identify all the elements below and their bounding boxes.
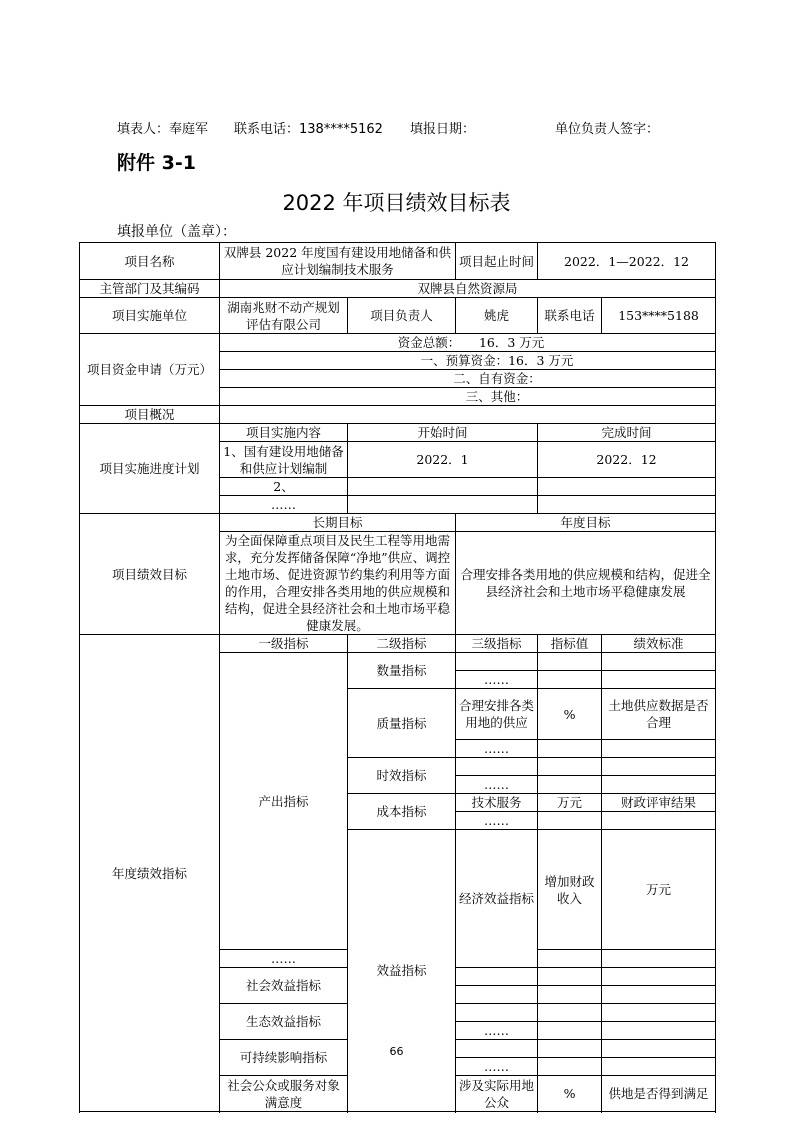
schedule-row2-start: [348, 478, 538, 496]
filler-phone: 联系电话：138****5162: [234, 122, 383, 137]
contact-phone-label: 联系电话: [538, 298, 602, 334]
table-cell: [602, 1058, 716, 1076]
ellipsis-cell: ……: [456, 740, 538, 758]
table-cell: [456, 758, 538, 776]
satisfaction-level3: 涉及实际用地公众: [456, 1076, 538, 1112]
ellipsis-cell: ……: [456, 1058, 538, 1076]
table-cell: [456, 1004, 538, 1022]
table-cell: [538, 950, 602, 968]
filling-unit-label: 填报单位（盖章）：: [117, 224, 236, 240]
filler-name: 填表人：奉庭军: [117, 122, 209, 137]
dept-label: 主管部门及其编码: [80, 280, 220, 298]
output-indicator-label: 产出指标: [220, 653, 348, 950]
page-title: 2022 年项目绩效目标表: [282, 191, 511, 215]
satisfaction-value: %: [538, 1076, 602, 1112]
annual-indicator-label: 年度绩效指标: [80, 635, 220, 1112]
table-cell: [602, 986, 716, 1004]
overview-value: [220, 406, 716, 424]
table-cell: [538, 740, 602, 758]
schedule-row3-content: ……: [220, 496, 348, 514]
long-term-label: 长期目标: [220, 514, 456, 532]
table-cell: [538, 1022, 602, 1040]
table-cell: [538, 812, 602, 830]
quality-value: %: [538, 689, 602, 740]
table-cell: [538, 653, 602, 671]
satisfaction-indicator-label: 社会公众或服务对象满意度: [220, 1076, 348, 1112]
econ-value: 万元: [602, 830, 716, 950]
cost-standard: 财政评审结果: [602, 794, 716, 812]
project-period-value: 2022．1—2022．12: [538, 243, 716, 280]
fund-own: 二、自有资金：: [220, 370, 716, 388]
dept-value: 双牌县自然资源局: [220, 280, 716, 298]
table-cell: [602, 776, 716, 794]
ellipsis-cell: ……: [220, 950, 348, 968]
table-cell: [456, 986, 538, 1004]
long-term-text: 为全面保障重点项目及民生工程等用地需求，充分发挥储备保障“净地”供应、调控土地市场、促进资源节约集约利用等方面的作用，合理安排各类用地的供应规模和结构，促进全县经济社会和土地市场平稳健康发展。: [220, 532, 456, 635]
col-level2: 二级指标: [348, 635, 456, 653]
annex-label: 附件 3-1: [117, 152, 196, 174]
overview-label: 项目概况: [80, 406, 220, 424]
col-value: 指标值: [538, 635, 602, 653]
fill-date: 填报日期：: [410, 122, 476, 137]
econ-indicator-label: 经济效益指标: [456, 830, 538, 968]
quality-standard: 土地供应数据是否合理: [602, 689, 716, 740]
schedule-row3-end: [538, 496, 716, 514]
ellipsis-cell: ……: [456, 671, 538, 689]
benefit-indicator-label: 效益指标: [348, 830, 456, 1112]
table-cell: [602, 1022, 716, 1040]
schedule-row2-end: [538, 478, 716, 496]
table-cell: [602, 671, 716, 689]
ellipsis-cell: ……: [456, 776, 538, 794]
table-cell: [538, 671, 602, 689]
col-standard: 绩效标准: [602, 635, 716, 653]
project-leader-label: 项目负责人: [348, 298, 456, 334]
table-cell: [538, 776, 602, 794]
table-cell: [602, 1004, 716, 1022]
annual-target-text: 合理安排各类用地的供应规模和结构，促进全县经济社会和土地市场平稳健康发展: [456, 532, 716, 635]
schedule-row1-content: 1、国有建设用地储备和供应计划编制: [220, 442, 348, 478]
quantity-indicator-label: 数量指标: [348, 653, 456, 689]
schedule-col-start: 开始时间: [348, 424, 538, 442]
contact-phone-value: 153****5188: [602, 298, 716, 334]
eco-indicator-label: 生态效益指标: [220, 1004, 348, 1040]
quality-level3: 合理安排各类用地的供应: [456, 689, 538, 740]
table-cell: [602, 758, 716, 776]
impl-unit-value: 湖南兆财不动产规划评估有限公司: [220, 298, 348, 334]
page-number: 66: [389, 1045, 404, 1058]
perf-target-label: 项目绩效目标: [80, 514, 220, 635]
table-cell: [456, 968, 538, 986]
table-cell: [602, 950, 716, 968]
sustain-indicator-label: 可持续影响指标: [220, 1040, 348, 1076]
fund-budget: 一、预算资金：16．3 万元: [220, 352, 716, 370]
table-cell: [538, 968, 602, 986]
quality-indicator-label: 质量指标: [348, 689, 456, 758]
performance-target-table: [79, 242, 716, 1112]
econ-level3: 增加财政收入: [538, 830, 602, 950]
cost-value: 万元: [538, 794, 602, 812]
col-level3: 三级指标: [456, 635, 538, 653]
col-level1: 一级指标: [220, 635, 348, 653]
impl-unit-label: 项目实施单位: [80, 298, 220, 334]
schedule-col-end: 完成时间: [538, 424, 716, 442]
fund-total: 资金总额： 16．3 万元: [220, 334, 716, 352]
table-cell: [538, 1004, 602, 1022]
table-cell: [538, 1058, 602, 1076]
project-name-label: 项目名称: [80, 243, 220, 280]
ellipsis-cell: ……: [456, 1022, 538, 1040]
schedule-label: 项目实施进度计划: [80, 424, 220, 514]
table-cell: [602, 968, 716, 986]
table-cell: [602, 740, 716, 758]
annual-target-label: 年度目标: [456, 514, 716, 532]
schedule-row1-start: 2022．1: [348, 442, 538, 478]
time-indicator-label: 时效指标: [348, 758, 456, 794]
ellipsis-cell: ……: [456, 812, 538, 830]
schedule-row2-content: 2、: [220, 478, 348, 496]
schedule-row1-end: 2022．12: [538, 442, 716, 478]
project-name-value: 双牌县 2022 年度国有建设用地储备和供应计划编制技术服务: [220, 243, 456, 280]
fund-application-label: 项目资金申请（万元）: [80, 334, 220, 406]
satisfaction-standard: 供地是否得到满足: [602, 1076, 716, 1112]
table-cell: [456, 653, 538, 671]
project-period-label: 项目起止时间: [456, 243, 538, 280]
schedule-col-content: 项目实施内容: [220, 424, 348, 442]
signature-label: 单位负责人签字：: [555, 122, 660, 137]
social-indicator-label: 社会效益指标: [220, 968, 348, 1004]
schedule-row3-start: [348, 496, 538, 514]
cost-indicator-label: 成本指标: [348, 794, 456, 830]
cost-level3: 技术服务: [456, 794, 538, 812]
table-cell: [538, 986, 602, 1004]
table-cell: [602, 653, 716, 671]
table-cell: [602, 812, 716, 830]
fund-other: 三、其他：: [220, 388, 716, 406]
project-leader-value: 姚虎: [456, 298, 538, 334]
table-cell: [538, 758, 602, 776]
